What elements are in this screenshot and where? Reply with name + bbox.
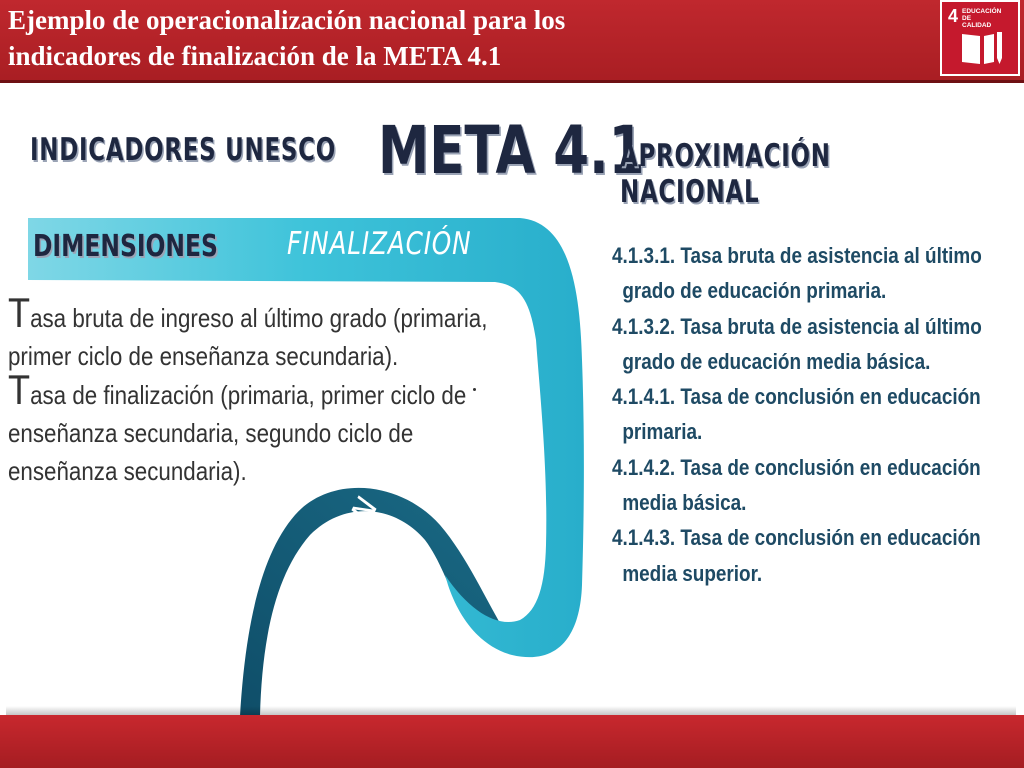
svg-text:PRESTACIÓN (266, 491, 386, 686)
national-indicator-list (612, 238, 990, 591)
badge-number: 4 (948, 6, 959, 26)
unesco-indicator-list (8, 289, 524, 490)
decorative-dot (473, 388, 476, 391)
national-indicator-line2: primaria. (622, 419, 703, 445)
prestacion-part1: PRESTACIÓN (267, 491, 387, 686)
national-indicator-line1: 4.1.4.1. Tasa de conclusión en educación (612, 384, 981, 410)
indicator-text: asa bruta de ingreso al último grado (primaria, primer ciclo de enseñanza secundaria). (8, 303, 488, 371)
indicator-text: asa de finalización (primaria, primer ciclo de enseñanza secundaria, segundo ciclo de enseñanza secundaria). (8, 380, 467, 486)
national-indicator-line2: grado de educación media básica. (622, 348, 931, 374)
national-indicator-line1: 4.1.3.2. Tasa bruta de asistencia al último (612, 313, 982, 339)
national-indicator-line1: 4.1.4.2. Tasa de conclusión en educación (612, 454, 981, 480)
national-indicator-line2: media básica. (622, 490, 747, 516)
indicator-initial: T (8, 289, 31, 336)
national-indicator (612, 379, 990, 450)
indicator-initial: T (8, 366, 31, 413)
slide-title-line1: Ejemplo de operacionalización nacional para los (8, 5, 566, 35)
national-indicator (612, 309, 990, 380)
national-indicator (612, 450, 990, 521)
national-indicator-line2: media superior. (622, 560, 763, 586)
heading-indicadores-unesco: INDICADORES UNESCO (30, 132, 336, 168)
heading-meta: META 4.1 (378, 112, 645, 189)
slide-title-line2: indicadores de finalización de la META 4.1 (8, 41, 502, 71)
unesco-indicator (8, 366, 524, 490)
national-indicator (612, 238, 990, 309)
footer-bar (0, 715, 1024, 768)
heading-aproximacion-nacional: APROXIMACIÓN NACIONAL (620, 138, 831, 210)
national-indicator-line2: grado de educación primaria. (622, 278, 887, 304)
label-dimensiones: DIMENSIONES (33, 229, 218, 264)
badge-text-line1: EDUCACIÓN DE (962, 8, 1002, 22)
national-indicator-line1: 4.1.4.3. Tasa de conclusión en educación (612, 525, 981, 551)
badge-text-line2: CALIDAD (962, 22, 992, 29)
unesco-indicator (8, 289, 524, 375)
label-finalizacion: FINALIZACIÓN (287, 226, 472, 262)
national-indicator-line1: 4.1.3.1. Tasa bruta de asistencia al último (612, 243, 982, 268)
national-indicator (612, 520, 990, 591)
